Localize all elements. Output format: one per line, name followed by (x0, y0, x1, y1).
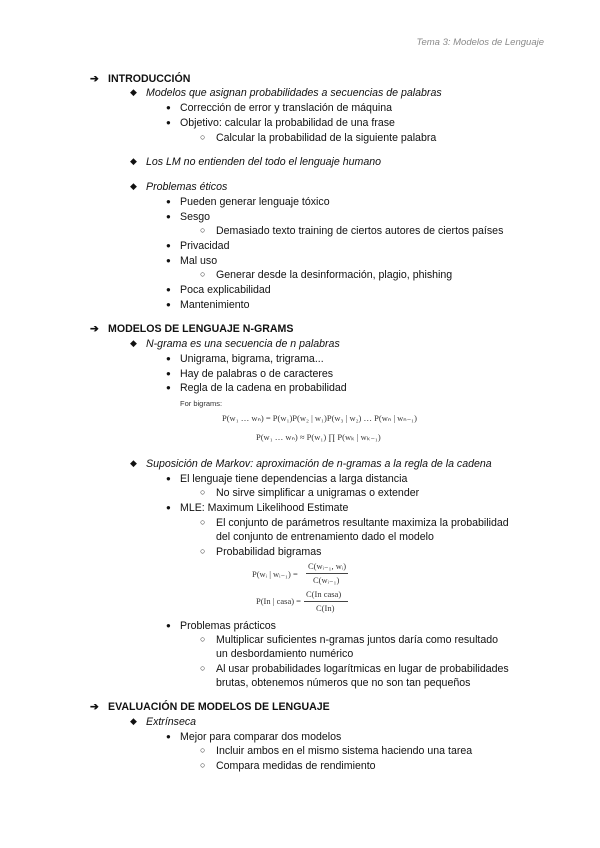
bullet-icon: ● (166, 197, 171, 206)
circle-icon: ○ (200, 546, 206, 556)
list-item: Pueden generar lenguaje tóxico (180, 196, 330, 208)
formula-numerator: C(wᵢ₋₁, wᵢ) (308, 561, 347, 571)
list-item: Los LM no entienden del todo el lenguaje humano (146, 156, 382, 168)
list-item: Corrección de error y translación de máquina (180, 102, 392, 114)
bullet-icon: ● (166, 503, 171, 512)
formula-lhs: P(In | casa) = (256, 596, 301, 606)
section-title: ➔ INTRODUCCIÓN (90, 73, 191, 85)
diamond-icon: ◆ (130, 338, 137, 348)
circle-icon: ○ (200, 760, 206, 770)
list-item: Mal uso (180, 255, 218, 267)
list-item: No sirve simplificar a unigramas o extender (216, 487, 420, 499)
list-item-continuation: un desbordamiento numérico (216, 648, 354, 660)
list-item: Compara medidas de rendimiento (216, 760, 376, 772)
circle-icon: ○ (200, 269, 206, 279)
list-item: El lenguaje tiene dependencias a larga distancia (180, 473, 408, 485)
list-item: Mantenimiento (180, 299, 250, 311)
list-item-continuation: del conjunto de entrenamiento dado el modelo (216, 531, 434, 543)
list-item: Objetivo: calcular la probabilidad de una frase (180, 117, 395, 129)
circle-icon: ○ (200, 634, 206, 644)
list-item: Privacidad (180, 240, 230, 252)
bullet-icon: ● (166, 474, 171, 483)
bullet-icon: ● (166, 300, 171, 309)
diamond-icon: ◆ (130, 458, 137, 468)
circle-icon: ○ (200, 663, 206, 673)
arrow-icon: ➔ (90, 73, 99, 85)
list-item: MLE: Maximum Likelihood Estimate (180, 502, 349, 514)
arrow-icon: ➔ (90, 701, 99, 713)
list-item: Sesgo (180, 211, 211, 223)
list-item: Demasiado texto training de ciertos autores de ciertos países (216, 225, 504, 237)
circle-icon: ○ (200, 225, 206, 235)
diamond-icon: ◆ (130, 156, 137, 166)
list-item: Regla de la cadena en probabilidad (180, 382, 347, 394)
list-item: Mejor para comparar dos modelos (180, 731, 342, 743)
list-item: Al usar probabilidades logarítmicas en lugar de probabilidades (216, 663, 509, 675)
list-item: Extrínseca (146, 716, 197, 728)
formula-denominator: C(wᵢ₋₁) (313, 575, 340, 585)
bullet-icon: ● (166, 241, 171, 250)
formula: P(w₁ … wₙ) ≈ P(w₁) ∏ P(wₖ | wₖ₋₁) (256, 432, 381, 442)
bullet-icon: ● (166, 354, 171, 363)
formula-caption: For bigrams: (180, 399, 223, 408)
circle-icon: ○ (200, 517, 206, 527)
section-title: ➔ MODELOS DE LENGUAJE N-GRAMS (90, 323, 294, 335)
list-item: Hay de palabras o de caracteres (180, 368, 334, 380)
list-item: Unigrama, bigrama, trigrama... (180, 353, 324, 365)
list-item: El conjunto de parámetros resultante maximiza la probabilidad (216, 517, 509, 529)
list-item: Suposición de Markov: aproximación de n-gramas a la regla de la cadena (146, 458, 492, 470)
diamond-icon: ◆ (130, 181, 137, 191)
bullet-icon: ● (166, 383, 171, 392)
formula-denominator: C(In) (316, 603, 335, 613)
list-item: Multiplicar suficientes n-gramas juntos daría como resultado (216, 634, 499, 646)
bullet-icon: ● (166, 285, 171, 294)
list-item: Incluir ambos en el mismo sistema haciendo una tarea (216, 745, 473, 757)
fraction-line (304, 601, 348, 602)
list-item: Poca explicabilidad (180, 284, 271, 296)
page-header: Tema 3: Modelos de Lenguaje (416, 37, 544, 48)
bullet-icon: ● (166, 621, 171, 630)
arrow-icon: ➔ (90, 323, 99, 335)
bullet-icon: ● (166, 256, 171, 265)
formula-lhs: P(wᵢ | wᵢ₋₁) = (252, 569, 298, 579)
bullet-icon: ● (166, 369, 171, 378)
list-item: N-grama es una secuencia de n palabras (146, 338, 340, 350)
list-item: Generar desde la desinformación, plagio, phishing (216, 269, 453, 281)
formula: P(w₁ … wₙ) = P(w₁)P(w₂ | w₁)P(w₃ | w₂) … P(wₙ | wₙ₋₁) (222, 413, 417, 423)
bullet-icon: ● (166, 118, 171, 127)
list-item: Modelos que asignan probabilidades a secuencias de palabras (146, 87, 442, 99)
list-item: Problemas éticos (146, 181, 228, 193)
formula-numerator: C(In casa) (306, 589, 342, 599)
diamond-icon: ◆ (130, 716, 137, 726)
list-item: Probabilidad bigramas (216, 546, 322, 558)
circle-icon: ○ (200, 132, 206, 142)
fraction-line (306, 573, 348, 574)
list-item-continuation: brutas, obtenemos números que no son tan pequeños (216, 677, 471, 689)
bullet-icon: ● (166, 732, 171, 741)
list-item: Problemas prácticos (180, 620, 276, 632)
diamond-icon: ◆ (130, 87, 137, 97)
circle-icon: ○ (200, 745, 206, 755)
bullet-icon: ● (166, 103, 171, 112)
circle-icon: ○ (200, 487, 206, 497)
bullet-icon: ● (166, 212, 171, 221)
list-item: Calcular la probabilidad de la siguiente palabra (216, 132, 437, 144)
section-title: ➔ EVALUACIÓN DE MODELOS DE LENGUAJE (90, 701, 330, 713)
